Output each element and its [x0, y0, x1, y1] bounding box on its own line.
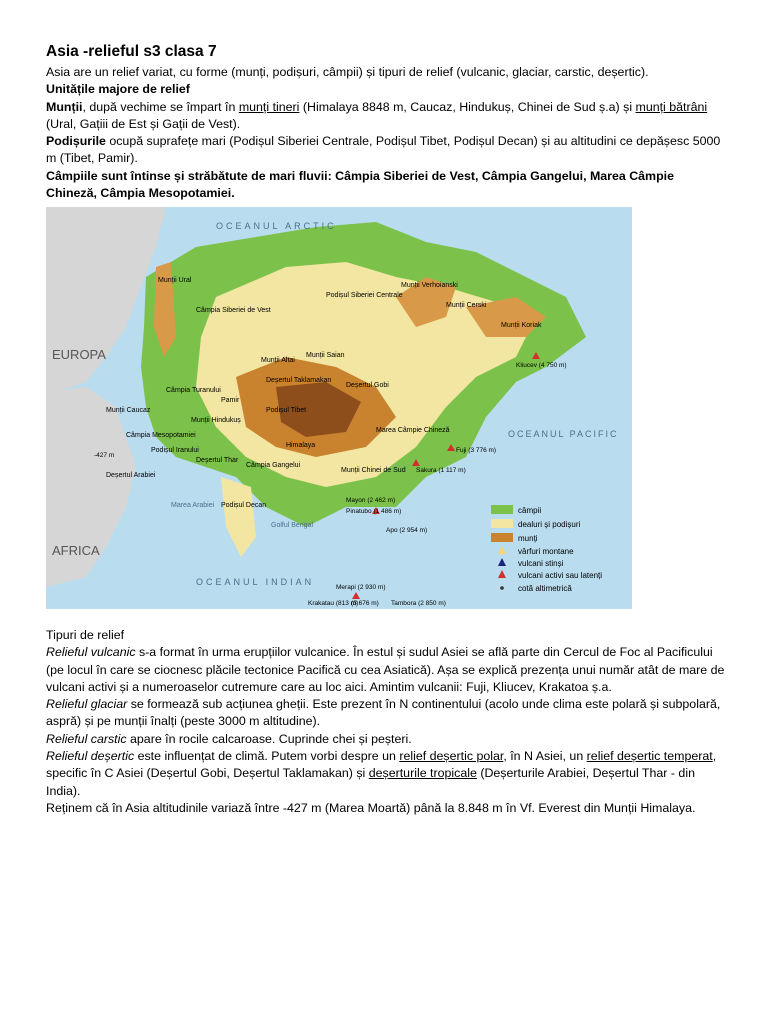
peak-fuji-label: Fuji (3 776 m) [456, 447, 497, 454]
desert-text-4: (Deșerturile Arabiei, Deșertul Thar - din India). [46, 766, 695, 798]
glacial-lead: Relieful glaciar [46, 697, 128, 712]
legend-label-plains: câmpii [518, 506, 542, 515]
desert-text-2: , în N Asiei, un [503, 749, 587, 764]
relief-types-section [46, 627, 726, 817]
map-label-pamir: Pamir [221, 397, 240, 404]
legend-label-mountains: munți [518, 534, 538, 543]
europe-label: EUROPA [52, 347, 106, 362]
peak-tambora-label: Tambora (2 850 m) [391, 600, 446, 607]
map-label-cerski: Munții Cerski [446, 302, 487, 309]
glacial-text: se formează sub acțiunea gheții. Este prezent în N continentului (acolo unde clima este polară și subpolară, aspră) și pe munții înalți (peste 3000 m altitudine). [46, 697, 721, 729]
volcanic-lead: Relieful vulcanic [46, 645, 136, 660]
types-heading: Tipuri de relief [46, 628, 125, 642]
indian-ocean-label: OCEANUL INDIAN [196, 577, 315, 587]
temperate-desert-term: relief deșertic temperat [586, 749, 713, 764]
map-label-bengal: Golful Bengal [271, 522, 314, 529]
map-label-arabian-sea: Marea Arabiei [171, 502, 215, 509]
legend-label-active: vulcani activi sau latenți [518, 571, 603, 580]
karst-text: apare în rocile calcaroase. Cuprinde chei și peșteri. [126, 731, 412, 746]
map-label-iran-plateau: Podișul Iranului [151, 447, 199, 454]
map-label-west-siberian-plain: Câmpia Siberiei de Vest [196, 307, 271, 314]
karst-paragraph [46, 731, 726, 748]
map-label-hindukush: Munții Hindukuș [191, 417, 241, 424]
asia-relief-map [46, 207, 632, 609]
legend-label-hills: dealuri și podișuri [518, 520, 581, 529]
africa-label: AFRICA [52, 543, 100, 558]
map-label-caucasus: Munții Caucaz [106, 407, 151, 414]
map-label-arabia: Deșertul Arabiei [106, 472, 156, 479]
plateaus-text: ocupă suprafețe mari (Podișul Siberiei Centrale, Podișul Tibet, Podișul Decan) și au altitudini ce depășesc 5000 m (Tibet, Pamir). [46, 134, 721, 166]
legend-swatch-plains [491, 505, 513, 514]
map-label-turan: Câmpia Turanului [166, 387, 221, 394]
arctic-ocean-label: OCEANUL ARCTIC [216, 221, 337, 231]
peak-sakura-label: Sakura (1 117 m) [416, 467, 466, 474]
map-label-altai: Munții Altai [261, 357, 295, 364]
peak-mayon-label: Mayon (2 462 m) [346, 497, 396, 504]
peak-rinjani-label: (3 676 m) [351, 600, 379, 607]
mountains-lead: Munții [46, 99, 83, 114]
desert-lead: Relieful deșertic [46, 749, 135, 764]
mountains-text-2: (Himalaya 8848 m, Caucaz, Hindukuș, Chinei de Sud ș.a) și [299, 99, 636, 114]
glacial-paragraph [46, 696, 726, 731]
legend-label-elevation: cotă altimetrică [518, 584, 572, 593]
map-label-central-siberian-plateau: Podișul Siberiei Centrale [326, 292, 403, 299]
volcanic-paragraph [46, 644, 726, 696]
map-label-saian: Munții Saian [306, 352, 345, 359]
units-heading: Unitățile majore de relief [46, 82, 190, 97]
mountains-paragraph [46, 99, 726, 134]
tropical-desert-term: deșerturile tropicale [368, 766, 477, 781]
mountains-text-3: (Ural, Gațiii de Est și Gații de Vest). [46, 116, 241, 131]
peak-apo-label: Apo (2 954 m) [386, 527, 428, 534]
map-label-himalaya: Himalaya [286, 442, 316, 449]
legend-label-peaks: vârfuri montane [518, 547, 574, 556]
desert-text-3: , specific în C Asiei (Deșertul Gobi, Deșertul Taklamakan) și [46, 749, 717, 781]
desert-paragraph [46, 748, 726, 800]
pacific-ocean-label: OCEANUL PACIFIC [508, 429, 619, 439]
map-label-ural: Munții Ural [158, 277, 192, 284]
page-title: Asia -relieful s3 clasa 7 [46, 43, 217, 60]
map-graphic [46, 207, 632, 609]
peak-krakatau-label: Krakatau (813 m) [308, 600, 359, 607]
old-mountains-term: munți bătrâni [635, 99, 708, 114]
plateaus-lead: Podișurile [46, 134, 106, 149]
remember-paragraph: Reținem că în Asia altitudinile variază între -427 m (Marea Moartă) până la 8.848 m în Vf. Everest din Munții Himalaya. [46, 800, 696, 815]
map-label-ganges: Câmpia Gangelui [246, 462, 301, 469]
desert-text-1: este influențat de climă. Putem vorbi despre un [134, 749, 400, 764]
map-label-deccan: Podișul Decan [221, 502, 267, 509]
map-label-mesopotamia: Câmpia Mesopotamiei [126, 432, 196, 439]
plains-paragraph: Câmpiile sunt întinse și străbătute de mari fluvii: Câmpia Siberiei de Vest, Câmpia Gangelui, Marea Câmpie Chineză, Câmpia Mesopotamiei. [46, 168, 674, 201]
map-label-taklamakan: Deșertul Taklamakan [266, 377, 332, 384]
legend-label-extinct: vulcani stinși [518, 559, 564, 568]
map-label-verhoiansk: Munții Verhoianski [401, 282, 458, 289]
map-label-tibet: Podișul Tibet [266, 407, 307, 414]
map-label-koriak: Munții Koriak [501, 322, 542, 329]
legend-elevation-icon [500, 586, 504, 590]
peak-pinatubo-label: Pinatubo (1 486 m) [346, 508, 402, 515]
legend-swatch-mountains [491, 533, 513, 542]
young-mountains-term: munți tineri [238, 99, 300, 114]
peak-merapi-label: Merapi (2 930 m) [336, 584, 386, 591]
map-label-south-china-mountains: Munții Chinei de Sud [341, 467, 406, 474]
legend-swatch-hills [491, 519, 513, 528]
document-body [46, 42, 726, 202]
mountains-text-1: , după vechime se împart în [82, 99, 239, 114]
polar-desert-term: relief deșertic polar [399, 749, 504, 764]
peak-kliucev-label: Kliucev (4 750 m) [516, 362, 567, 369]
dead-sea-elevation-label: -427 m [94, 452, 115, 459]
map-label-thar: Deșertul Thar [196, 457, 239, 464]
volcanic-text: s-a format în urma erupțiilor vulcanice. În estul și sudul Asiei se află parte din Cercul de Foc al Pacificului (pe locul în care se ciocnesc plăcile tectonice Pacifică cu cea Asiatică). Așa se explică prezența unui număr atât de mare de vulcani activi și a numeroaselor cutremure care au loc aici. Amintim vulcanii: Fuji, Kliucev, Krakatoa ș.a. [46, 645, 725, 694]
karst-lead: Relieful carstic [46, 731, 127, 746]
intro-paragraph: Asia are un relief variat, cu forme (munți, podișuri, câmpii) și tipuri de relief (vulcanic, glaciar, carstic, deșertic). [46, 65, 649, 79]
plateaus-paragraph [46, 133, 726, 168]
map-label-china-plain: Marea Câmpie Chineză [376, 427, 450, 434]
map-label-gobi: Deșertul Gobi [346, 382, 389, 389]
